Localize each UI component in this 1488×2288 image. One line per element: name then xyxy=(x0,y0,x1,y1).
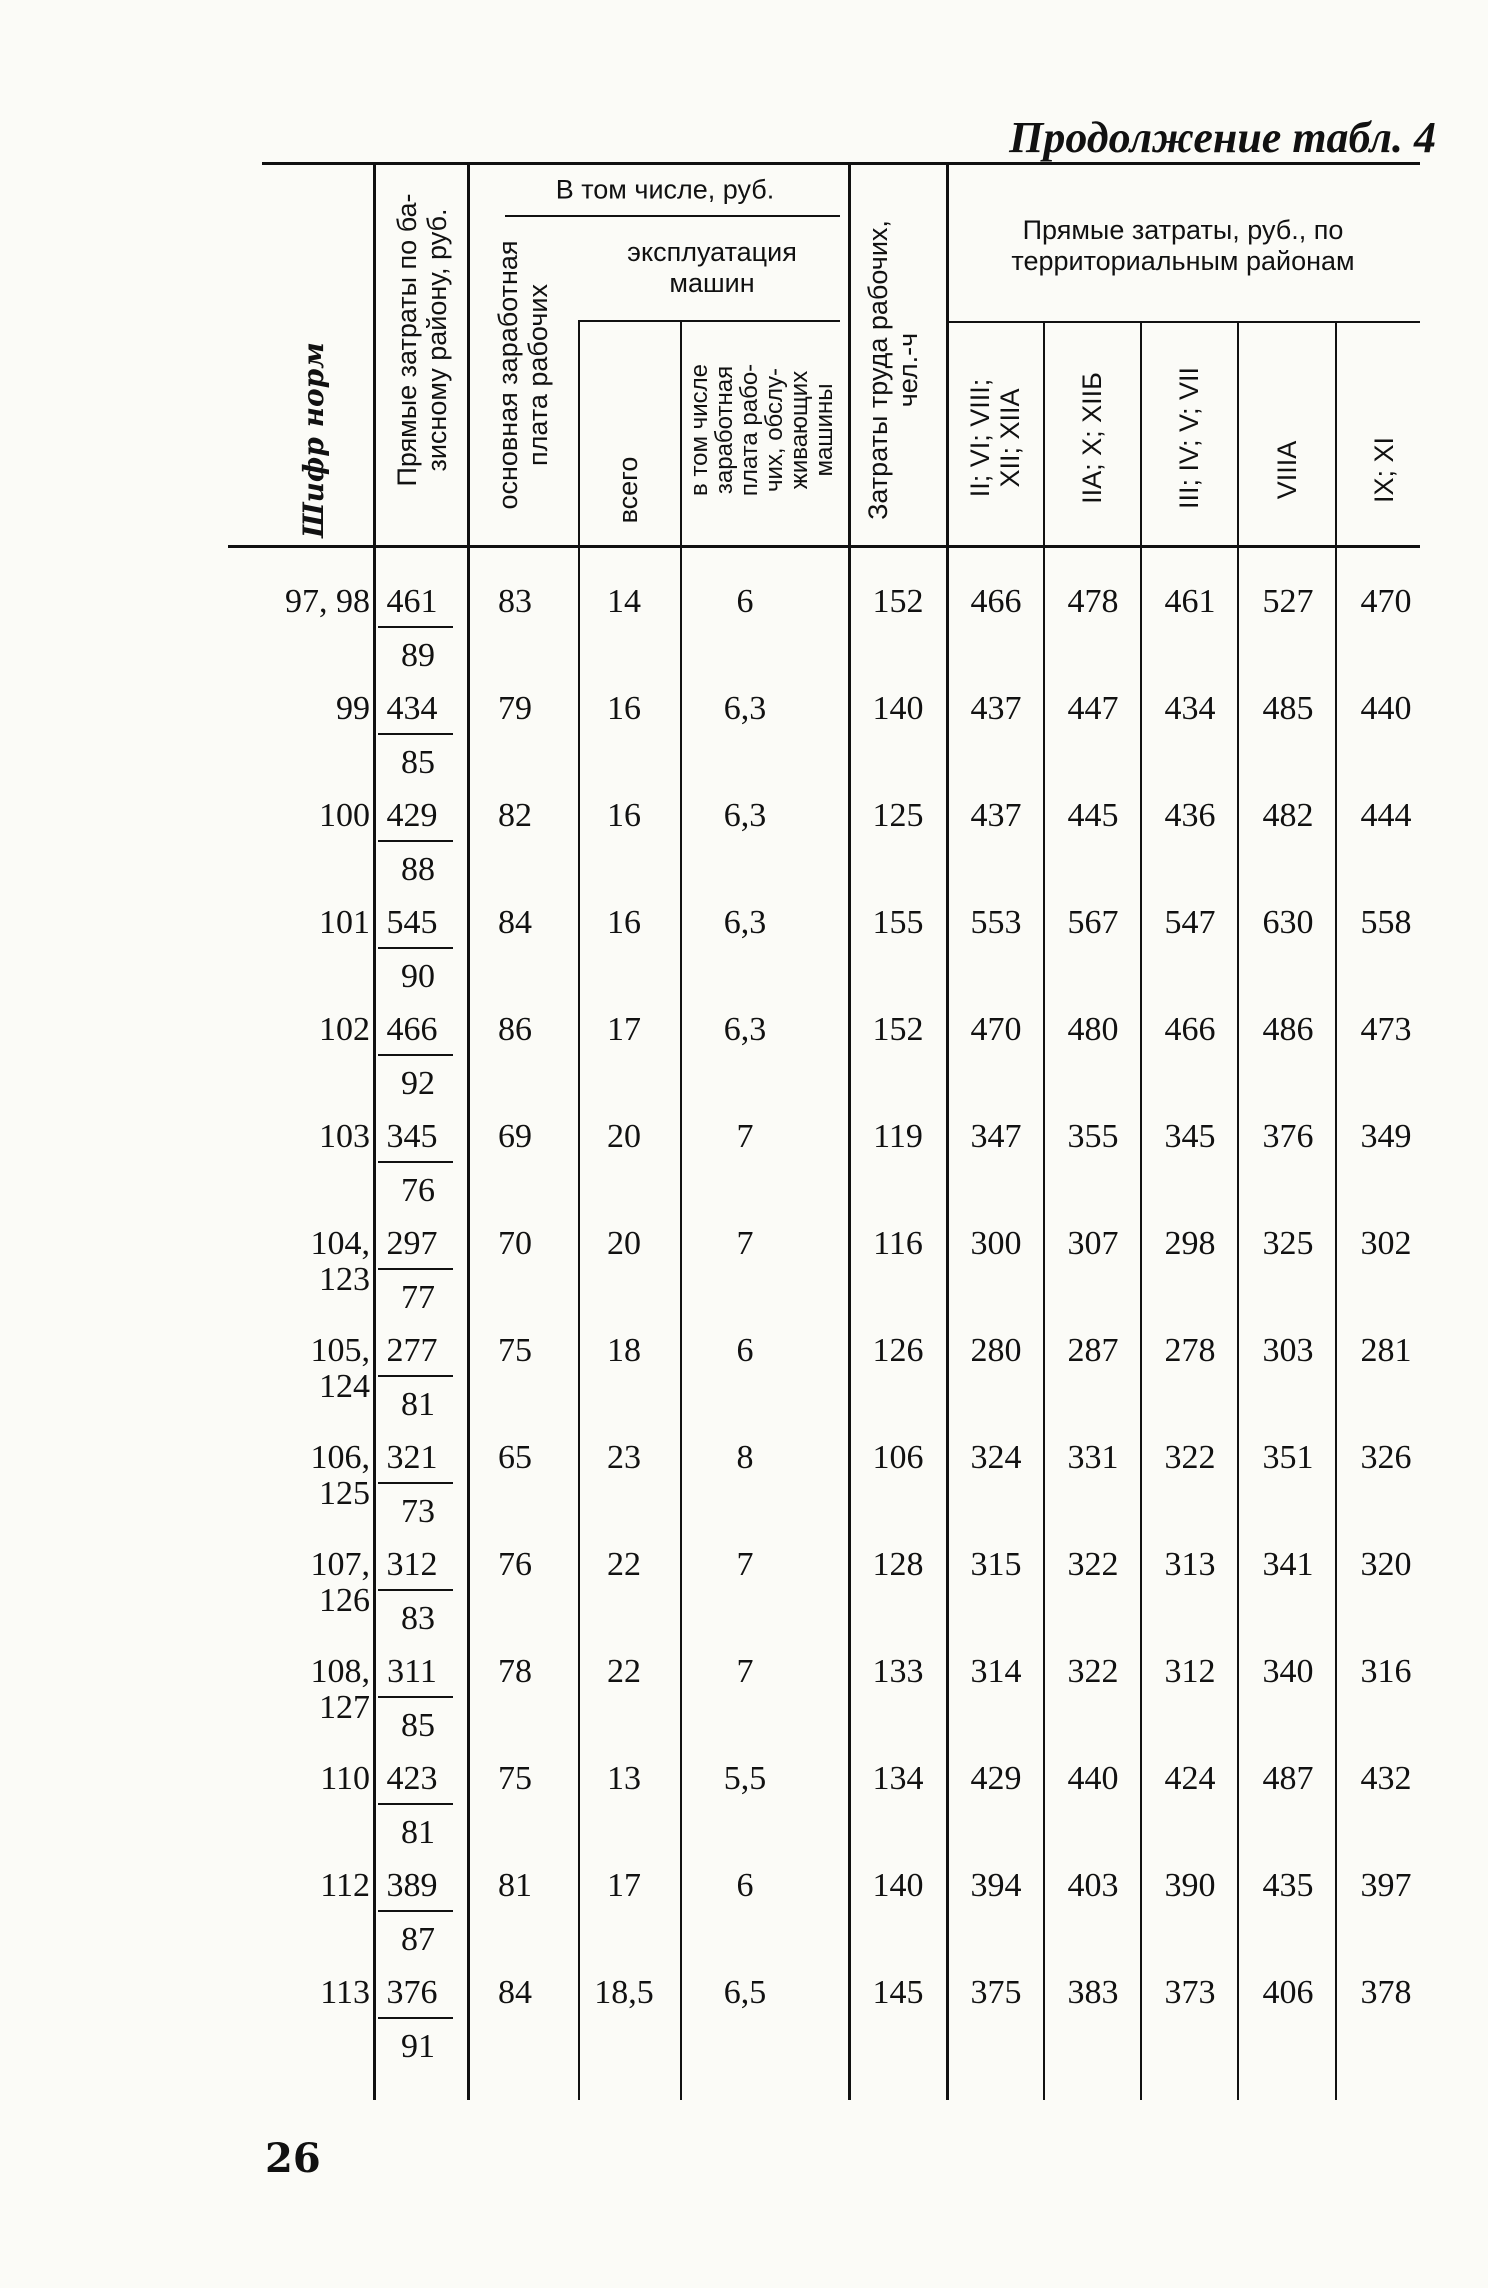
col-rule-10 xyxy=(1335,321,1337,2100)
cell-mach-wage: 6,3 xyxy=(723,797,767,834)
cell-wage: 83 xyxy=(498,583,532,620)
direct-cost-subvalue: 90 xyxy=(401,958,435,995)
cell-labor: 134 xyxy=(872,1760,924,1797)
cell-d5: 432 xyxy=(1360,1760,1412,1797)
cell-wage: 86 xyxy=(498,1011,532,1048)
fraction-line xyxy=(378,1161,453,1163)
cell-d4: 303 xyxy=(1262,1332,1314,1369)
cell-d1: 315 xyxy=(970,1546,1022,1583)
row-code: 101 xyxy=(319,904,370,941)
cell-mach-wage: 6 xyxy=(736,1867,754,1904)
col-rule-6 xyxy=(946,163,949,2100)
direct-cost-subvalue: 85 xyxy=(401,1707,435,1744)
cell-d3: 547 xyxy=(1164,904,1216,941)
cell-mach-total: 18 xyxy=(607,1332,641,1369)
cell-d2: 307 xyxy=(1067,1225,1119,1262)
cell-d2: 440 xyxy=(1067,1760,1119,1797)
cell-labor: 106 xyxy=(872,1439,924,1476)
cell-d3: 345 xyxy=(1164,1118,1216,1155)
cell-d2: 447 xyxy=(1067,690,1119,727)
cell-d5: 302 xyxy=(1360,1225,1412,1262)
header-district-2: IIA; X; XIIБ xyxy=(1077,372,1107,504)
direct-cost-value: 311 xyxy=(387,1653,437,1690)
direct-cost-value: 376 xyxy=(386,1974,438,2011)
cell-d4: 630 xyxy=(1262,904,1314,941)
cell-wage: 81 xyxy=(498,1867,532,1904)
direct-cost-value: 277 xyxy=(386,1332,438,1369)
cell-d1: 437 xyxy=(970,690,1022,727)
cell-d1: 280 xyxy=(970,1332,1022,1369)
cell-d2: 355 xyxy=(1067,1118,1119,1155)
col-rule-4 xyxy=(680,320,682,2100)
row-code: 108, 127 xyxy=(310,1653,370,1726)
cell-wage: 76 xyxy=(498,1546,532,1583)
direct-cost-subvalue: 88 xyxy=(401,851,435,888)
fraction-line xyxy=(378,947,453,949)
direct-cost-subvalue: 92 xyxy=(401,1065,435,1102)
col-rule-2 xyxy=(467,163,470,2100)
cell-d2: 322 xyxy=(1067,1653,1119,1690)
cell-d3: 436 xyxy=(1164,797,1216,834)
cell-labor: 119 xyxy=(873,1118,923,1155)
direct-cost-subvalue: 76 xyxy=(401,1172,435,1209)
direct-cost-value: 466 xyxy=(386,1011,438,1048)
fraction-line xyxy=(378,1696,453,1698)
cell-d4: 341 xyxy=(1262,1546,1314,1583)
cell-d5: 444 xyxy=(1360,797,1412,834)
cell-mach-wage: 6,3 xyxy=(723,904,767,941)
cell-mach-wage: 7 xyxy=(736,1546,754,1583)
cell-d1: 466 xyxy=(970,583,1022,620)
cell-labor: 126 xyxy=(872,1332,924,1369)
cell-d4: 340 xyxy=(1262,1653,1314,1690)
direct-cost-value: 545 xyxy=(386,904,438,941)
cell-d3: 434 xyxy=(1164,690,1216,727)
col-rule-8 xyxy=(1140,321,1142,2100)
cell-d1: 375 xyxy=(970,1974,1022,2011)
cell-mach-wage: 7 xyxy=(736,1118,754,1155)
cell-mach-wage: 6,3 xyxy=(723,690,767,727)
fraction-line xyxy=(378,1375,453,1377)
cell-d5: 316 xyxy=(1360,1653,1412,1690)
fraction-line xyxy=(378,1589,453,1591)
row-code: 112 xyxy=(320,1867,370,1904)
cell-mach-wage: 7 xyxy=(736,1653,754,1690)
cell-d2: 287 xyxy=(1067,1332,1119,1369)
cell-labor: 128 xyxy=(872,1546,924,1583)
direct-cost-subvalue: 91 xyxy=(401,2028,435,2065)
cell-d5: 281 xyxy=(1360,1332,1412,1369)
cell-d5: 320 xyxy=(1360,1546,1412,1583)
cell-d5: 440 xyxy=(1360,690,1412,727)
fraction-line xyxy=(378,1803,453,1805)
fraction-line xyxy=(378,626,453,628)
cell-d5: 378 xyxy=(1360,1974,1412,2011)
cell-mach-total: 22 xyxy=(607,1653,641,1690)
cell-d5: 326 xyxy=(1360,1439,1412,1476)
cell-d5: 470 xyxy=(1360,583,1412,620)
cell-mach-wage: 7 xyxy=(736,1225,754,1262)
fraction-line xyxy=(378,1910,453,1912)
cell-d3: 313 xyxy=(1164,1546,1216,1583)
cell-d1: 347 xyxy=(970,1118,1022,1155)
cell-wage: 75 xyxy=(498,1760,532,1797)
cell-d3: 298 xyxy=(1164,1225,1216,1262)
cell-labor: 140 xyxy=(872,690,924,727)
direct-cost-value: 389 xyxy=(386,1867,438,1904)
cell-d4: 486 xyxy=(1262,1011,1314,1048)
page-number: 26 xyxy=(265,2135,321,2182)
direct-cost-subvalue: 87 xyxy=(401,1921,435,1958)
row-code: 97, 98 xyxy=(285,583,370,620)
header-machine-total: всего xyxy=(613,456,643,524)
col-rule-1 xyxy=(373,163,376,2100)
cell-d5: 473 xyxy=(1360,1011,1412,1048)
header-code: Шифр норм xyxy=(297,342,330,538)
row-code: 100 xyxy=(319,797,370,834)
cell-d3: 461 xyxy=(1164,583,1216,620)
header-machine-wage: в том числе заработная плата рабо- чих, обслу- живающих машины xyxy=(686,363,838,497)
cell-mach-total: 14 xyxy=(607,583,641,620)
cell-mach-total: 20 xyxy=(607,1225,641,1262)
cell-d4: 482 xyxy=(1262,797,1314,834)
cell-d1: 437 xyxy=(970,797,1022,834)
cell-wage: 84 xyxy=(498,1974,532,2011)
fraction-line xyxy=(378,733,453,735)
cell-d5: 397 xyxy=(1360,1867,1412,1904)
cell-d3: 390 xyxy=(1164,1867,1216,1904)
cell-wage: 75 xyxy=(498,1332,532,1369)
row-code: 113 xyxy=(320,1974,370,2011)
cell-wage: 82 xyxy=(498,797,532,834)
direct-cost-value: 345 xyxy=(386,1118,438,1155)
cell-wage: 70 xyxy=(498,1225,532,1262)
fraction-line xyxy=(378,2017,453,2019)
cell-labor: 155 xyxy=(872,904,924,941)
cell-mach-total: 16 xyxy=(607,690,641,727)
direct-cost-subvalue: 83 xyxy=(401,1600,435,1637)
cell-labor: 145 xyxy=(872,1974,924,2011)
cell-labor: 133 xyxy=(872,1653,924,1690)
row-code: 105, 124 xyxy=(310,1332,370,1405)
cell-d1: 394 xyxy=(970,1867,1022,1904)
header-base-wage: основная заработная плата рабочих xyxy=(493,240,553,510)
cell-d1: 324 xyxy=(970,1439,1022,1476)
cell-mach-total: 16 xyxy=(607,797,641,834)
cell-d1: 470 xyxy=(970,1011,1022,1048)
header-including: В том числе, руб. xyxy=(555,174,775,205)
header-district-1: II; VI; VIII; XII; XIIA xyxy=(965,378,1025,498)
cell-d2: 478 xyxy=(1067,583,1119,620)
cell-d2: 480 xyxy=(1067,1011,1119,1048)
direct-cost-value: 461 xyxy=(386,583,438,620)
col-rule-5 xyxy=(848,163,851,2100)
direct-cost-subvalue: 73 xyxy=(401,1493,435,1530)
cell-d1: 553 xyxy=(970,904,1022,941)
cell-d2: 383 xyxy=(1067,1974,1119,2011)
fraction-line xyxy=(378,1482,453,1484)
cell-d2: 322 xyxy=(1067,1546,1119,1583)
cell-d1: 429 xyxy=(970,1760,1022,1797)
cell-d2: 445 xyxy=(1067,797,1119,834)
cell-d4: 376 xyxy=(1262,1118,1314,1155)
cell-mach-wage: 6,3 xyxy=(723,1011,767,1048)
row-code: 106, 125 xyxy=(310,1439,370,1512)
col-rule-7 xyxy=(1043,321,1045,2100)
cell-mach-total: 23 xyxy=(607,1439,641,1476)
cell-labor: 140 xyxy=(872,1867,924,1904)
row-code: 102 xyxy=(319,1011,370,1048)
direct-cost-value: 434 xyxy=(386,690,438,727)
row-code: 107, 126 xyxy=(310,1546,370,1619)
fraction-line xyxy=(378,1054,453,1056)
cell-mach-total: 22 xyxy=(607,1546,641,1583)
cell-labor: 152 xyxy=(872,583,924,620)
cell-mach-wage: 8 xyxy=(736,1439,754,1476)
cell-wage: 69 xyxy=(498,1118,532,1155)
direct-cost-subvalue: 81 xyxy=(401,1386,435,1423)
cell-d4: 487 xyxy=(1262,1760,1314,1797)
cell-d4: 351 xyxy=(1262,1439,1314,1476)
cell-d4: 406 xyxy=(1262,1974,1314,2011)
cell-mach-total: 13 xyxy=(607,1760,641,1797)
cell-mach-wage: 5,5 xyxy=(723,1760,767,1797)
cell-d3: 278 xyxy=(1164,1332,1216,1369)
cell-mach-total: 17 xyxy=(607,1011,641,1048)
cell-wage: 65 xyxy=(498,1439,532,1476)
cell-wage: 79 xyxy=(498,690,532,727)
cell-d3: 312 xyxy=(1164,1653,1216,1690)
header-bottom-rule xyxy=(228,545,1420,548)
cell-d4: 527 xyxy=(1262,583,1314,620)
cell-mach-wage: 6 xyxy=(736,583,754,620)
header-territorial: Прямые затраты, руб., по территориальным районам xyxy=(1011,215,1355,276)
cell-mach-total: 17 xyxy=(607,1867,641,1904)
cell-d4: 325 xyxy=(1262,1225,1314,1262)
cell-d2: 567 xyxy=(1067,904,1119,941)
table-top-rule xyxy=(262,162,1420,165)
fraction-line xyxy=(378,840,453,842)
row-code: 104, 123 xyxy=(310,1225,370,1298)
table-caption: Продолжение табл. 4 xyxy=(1009,113,1436,162)
header-direct-costs: Прямые затраты по ба- зисному району, руб. xyxy=(392,193,452,487)
header-district-3: III; IV; V; VII xyxy=(1174,366,1204,510)
cell-d3: 466 xyxy=(1164,1011,1216,1048)
cell-d5: 558 xyxy=(1360,904,1412,941)
cell-mach-total: 20 xyxy=(607,1118,641,1155)
direct-cost-value: 429 xyxy=(386,797,438,834)
cell-labor: 125 xyxy=(872,797,924,834)
direct-cost-subvalue: 77 xyxy=(401,1279,435,1316)
cell-d2: 331 xyxy=(1067,1439,1119,1476)
direct-cost-subvalue: 81 xyxy=(401,1814,435,1851)
col-rule-9 xyxy=(1237,321,1239,2100)
direct-cost-subvalue: 89 xyxy=(401,637,435,674)
cell-d3: 373 xyxy=(1164,1974,1216,2011)
cell-d2: 403 xyxy=(1067,1867,1119,1904)
cell-mach-total: 18,5 xyxy=(594,1974,654,2011)
col-rule-3 xyxy=(578,320,580,2100)
header-labor: Затраты труда рабочих, чел.-ч xyxy=(863,220,923,520)
cell-d1: 300 xyxy=(970,1225,1022,1262)
territorial-group-rule xyxy=(948,321,1420,323)
row-code: 110 xyxy=(320,1760,370,1797)
cell-d4: 435 xyxy=(1262,1867,1314,1904)
cell-d3: 424 xyxy=(1164,1760,1216,1797)
machine-group-rule xyxy=(578,320,840,322)
cell-d3: 322 xyxy=(1164,1439,1216,1476)
direct-cost-value: 321 xyxy=(386,1439,438,1476)
header-machine-operation: эксплуатация машин xyxy=(627,237,797,298)
fraction-line xyxy=(378,1268,453,1270)
direct-cost-value: 312 xyxy=(386,1546,438,1583)
cell-wage: 78 xyxy=(498,1653,532,1690)
cell-d1: 314 xyxy=(970,1653,1022,1690)
cell-mach-wage: 6 xyxy=(736,1332,754,1369)
cell-d5: 349 xyxy=(1360,1118,1412,1155)
cell-wage: 84 xyxy=(498,904,532,941)
cell-mach-wage: 6,5 xyxy=(723,1974,767,2011)
cell-labor: 116 xyxy=(873,1225,923,1262)
row-code: 99 xyxy=(336,690,370,727)
cell-mach-total: 16 xyxy=(607,904,641,941)
direct-cost-value: 297 xyxy=(386,1225,438,1262)
row-code: 103 xyxy=(319,1118,370,1155)
cell-d4: 485 xyxy=(1262,690,1314,727)
direct-cost-subvalue: 85 xyxy=(401,744,435,781)
cell-labor: 152 xyxy=(872,1011,924,1048)
header-district-4: VIIIA xyxy=(1272,440,1302,500)
including-group-rule xyxy=(505,215,840,217)
direct-cost-value: 423 xyxy=(386,1760,438,1797)
header-district-5: IX; XI xyxy=(1369,436,1399,504)
